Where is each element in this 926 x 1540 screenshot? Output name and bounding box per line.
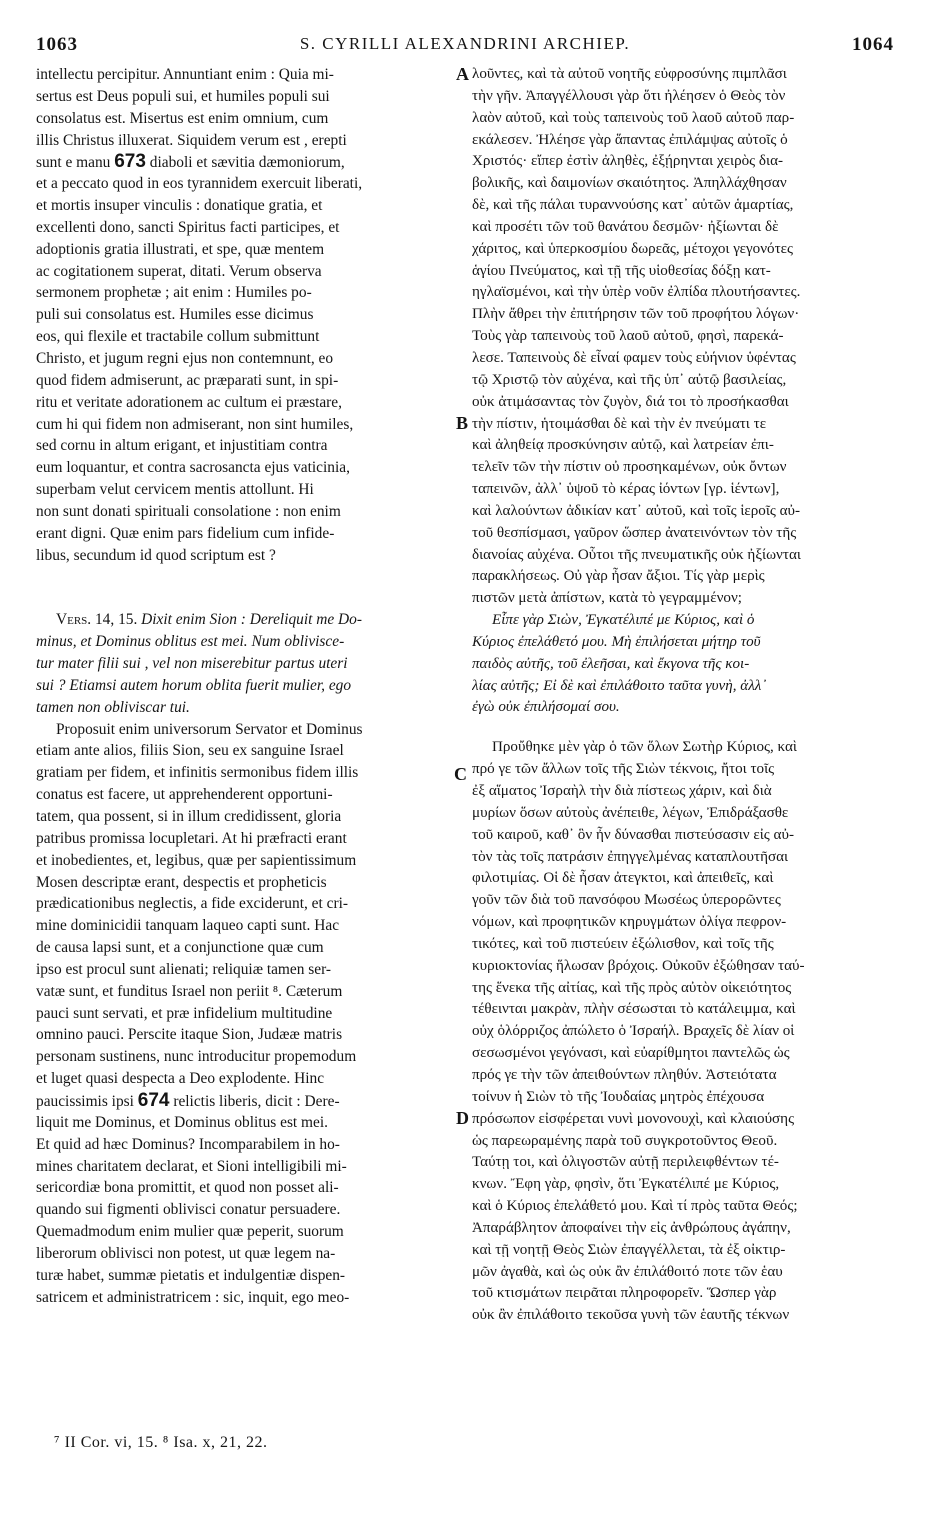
text-line: Κύριος ἐπελάθετό μου. Μὴ ἐπιλήσεται μήτηρ τοῦ [472,633,761,650]
text-line [36,1090,450,1112]
text-line: tur mater filii sui , vel non miserebitur partus uteri [36,655,348,673]
text-line: Ἀπαράβλητον ἀποφαίνει τὴν εἰς ἀνθρώπους ἀγάπην, [472,1219,791,1236]
text-line: μυρίων ὅσων αὐτοὺς ἀνέπειθε, λέγων, Ἐπιδράξασθε [472,804,789,821]
text-line: καὶ τῇ νοητῇ Θεὸς Σιὼν ἐπαγγέλλεται, τὰ ἐξ οἰκτιρ- [472,1241,786,1258]
column-number-673: 673 [114,151,146,173]
text-line: patribus promissa locupletari. At hi præfracti erant [36,829,347,847]
text-line [36,609,450,631]
text-line: τὴν γῆν. Ἀπαγγέλλουσι γὰρ ὅτι ἠλέησεν ὁ Θεὸς τὸν [472,87,786,104]
page-number-right: 1064 [852,34,894,55]
text-segment: relictis liberis, dicit : Dere- [173,1092,340,1110]
text-line: sertus est Deus populi sui, et humiles populi sui [36,87,330,105]
greek-column [472,64,896,1327]
text-line: εκάλεσεν. Ἠλέησε γὰρ ἅπαντας ἐπιλάμψας αὐτοῖς ὁ [472,131,788,148]
text-line: turæ habet, summæ pietatis et indulgentiæ dispen- [36,1266,346,1284]
text-line: τοῦ κτισμάτων πειρᾶται πληροφορεῖν. Ὥσπερ γὰρ [472,1285,777,1302]
text-line: λαὸν αὐτοῦ, καὶ τοὺς ταπεινοὺς τοῦ λαοῦ αὐτοῦ παρ- [472,109,795,126]
text-line: sericordiæ bona promittit, et quod non posset ali- [36,1179,339,1197]
text-line: pauci sunt servati, et præ infidelium multitudine [36,1004,333,1022]
text-line: Christo, et jugum regni ejus non contemnunt, eo [36,349,334,367]
text-line: ὡς παρεωραμένης παρὰ τοῦ συγκροτοῦντος Θεοῦ. [472,1132,778,1149]
text-line: quod fidem admiserunt, ac præparati sunt, in spi- [36,371,339,389]
text-line: νόμων, καὶ προφητικῶν κηρυγμάτων ὀλίγα πεφρον- [472,914,787,931]
text-line: gratiam per fidem, et infinitis sermonibus fidem illis [36,764,359,782]
text-line: excellenti dono, sancti Spiritus facti participes, et [36,218,340,236]
text-line: κνων. Ἔφη γὰρ, φησὶν, ὅτι Ἐγκατέλιπέ με Κύριος, [472,1176,780,1193]
text-line: ἁγίου Πνεύματος, καὶ τῇ τῆς υἱοθεσίας δόξῃ κατ- [472,262,771,279]
text-line: Προὔθηκε μὲν γὰρ ὁ τῶν ὅλων Σωτὴρ Κύριος, καὶ [492,739,797,756]
margin-marker-d: D [456,1108,469,1128]
text-line: χάριτος, καὶ ὑπερκοσμίου δωρεᾶς, μέτοχοι γεγονότες [472,240,793,257]
text-line: Χριστός· εἴπερ ἐστὶν ἀληθὲς, ἐξῄρηνται χειρὸς δια- [472,153,784,170]
text-line: τῷ Χριστῷ τὸν αὐχένα, καὶ τῆς ὑπ᾽ αὐτῷ βασιλείας, [472,371,787,388]
text-segment: sunt e manu [36,154,115,172]
text-line: διανοίας αὐχένα. Οὗτοι τῆς πνευματικῆς οὐκ ἠξίωνται [472,546,801,563]
text-line: Et quid ad hæc Dominus? Incomparabilem in ho- [36,1135,340,1153]
text-line: de causa lapsi sunt, et a conjunctione quæ cum [36,939,324,957]
text-line: λοῦντες, καὶ τὰ αὐτοῦ νοητῆς εὐφροσύνης πιμπλᾶσι [472,66,787,82]
text-line: intellectu percipitur. Annuntiant enim : Quia mi- [36,66,334,83]
text-line: Εἶπε γὰρ Σιὼν, Ἐγκατέλιπέ με Κύριος, καὶ ὁ [492,612,755,629]
latin-paragraph-1 [36,64,450,566]
text-line: λεσε. Ταπεινοὺς δὲ εἶναί φαμεν τοὺς εὐήνιον ὑφέντας [472,349,796,366]
text-line: personam sustinens, nunc introducitur propemodum [36,1048,357,1066]
latin-column [36,64,450,1308]
page-number-left: 1063 [36,34,78,55]
text-line: ἐξ αἵματος Ἰσραὴλ τὴν διὰ πίστεως χάριν, καὶ διὰ [472,783,772,799]
latin-verse [36,609,450,718]
text-line: ηγλαϊσμένοι, καὶ τὴν ὑπὲρ νοῦν ἐλπίδα πλουτήσαντες. [472,284,801,301]
margin-marker-a: A [456,64,469,84]
text-line: πρός γε τὴν τῶν ἀπειθούντων πληθύν. Ἀστειότατα [472,1066,777,1083]
text-line: τοῦ θεσπίσμασι, γαῦρον ὥσπερ ἀνατεινόντων τὸν τῆς [472,524,797,541]
text-line: Τοὺς γὰρ ταπεινοὺς τοῦ λαοῦ αὐτοῦ, φησὶ, παρεκά- [472,328,784,345]
text-line: tamen non obliviscar tui. [36,698,190,716]
margin-marker-c: C [454,764,467,784]
text-line: tatem, qua possent, si in illum credidissent, gloria [36,808,342,825]
text-line: vatæ sunt, et funditus Israel non periit ⁸. Cæterum [36,982,343,1000]
text-line: καὶ ὁ Κύριος ἐπελάθετό μου. Καὶ τί πρὸς ταῦτα Θεός; [472,1198,798,1215]
column-number-674: 674 [137,1089,170,1111]
greek-paragraph-1 [472,64,896,610]
text-line: eos, qui flexile et tractabile collum submittunt [36,328,320,346]
text-line: mines charitatem declarat, et Sioni intelligibili mi- [36,1157,347,1175]
verse-label: Vers. 14, 15. [56,611,138,629]
footnotes: ⁷ II Cor. vi, 15. ⁸ Isa. x, 21, 22. [54,1434,268,1451]
text-line: καὶ λαλούντων ἀδικίαν κατ᾽ αὐτοῦ, καὶ τοῖς ἱεροῖς αὐ- [472,502,801,519]
text-line: οὐκ ἂν ἐπιλάθοιτο τεκοῦσα γυνὴ τῶν ἑαυτῆς τέκνων [472,1307,790,1324]
running-title: S. CYRILLI ALEXANDRINI ARCHIEP. [299,34,631,53]
text-line: Ταύτῃ τοι, καὶ ὀλιγοστῶν αὐτῇ περιλειφθέντων τέ- [472,1154,779,1171]
text-line: Πλὴν ἄθρει τὴν ἐπιτήρησιν τῶν τοῦ προφήτου λόγων· [472,306,800,323]
text-line: cum hi qui fidem non admiserant, non sint humiles, [36,415,354,433]
text-line: conatus est facere, ut apprehenderent opportuni- [36,786,333,804]
text-line: οὐκ ἀτιμάσαντας τὸν ζυγὸν, διά τοι τὸ προσήκασθαι [472,393,789,410]
text-line: adoptionis gratia illustrati, et spe, quæ mentem [36,240,325,258]
text-line [36,151,450,173]
text-line: omnino pauci. Perscite itaque Sion, Judææ matris [36,1026,343,1044]
text-line: eum loquantur, et contra sacrosancta ejus vaticinia, [36,459,350,477]
text-line: παρακλήσεως. Οὐ γὰρ ἦσαν ἄξιοι. Τίς γὰρ μερὶς [472,568,765,585]
text-line: libus, secundum id quod scriptum est ? [36,546,276,564]
text-line: οὐχ ὁλόρριζος ἀπώλετο ὁ Ἰσραήλ. Βραχεῖς δὲ λίαν οἱ [472,1023,795,1040]
text-line: σεσωσμένοι γεγόνασι, καὶ εὐαρίθμητοι παντελῶς ὡς [472,1045,790,1062]
text-line: etiam ante alios, filiis Sion, seu ex sanguine Israel [36,742,344,760]
text-line: sui ? Etiamsi autem horum oblita fuerit mulier, ego [36,676,352,694]
text-line: et a peccato quod in eos tyrannidem exercuit liberati, [36,175,363,193]
greek-verse [472,610,896,719]
text-line: τικότες, καὶ τοῦ πιστεύειν ἐξώλισθον, καὶ τοῖς τῆς [472,935,774,952]
latin-paragraph-2 [36,719,450,1309]
text-line: μῶν ἀγαθὰ, καὶ ὡς οὐκ ἂν ἐπιλάθοιτό ποτε τῶν ἑαυ [472,1263,783,1280]
greek-paragraph-2 [472,737,896,1327]
text-line: κυριοκτονίας ἥλωσαν βρόχοις. Οὐκοῦν ἐξώθησαν ταύ- [472,957,805,974]
text-line: πιστῶν μετὰ ἀπίστων, κατὰ τὸ γεγραμμένον; [472,590,742,607]
margin-marker-b: B [456,413,469,433]
text-line: satricem et administratricem : sic, inquit, ego meo- [36,1288,350,1306]
text-line: non sunt donati spirituali consolatione : non enim [36,502,341,520]
text-line: prædicationibus neglectis, a fide exciderunt, et cri- [36,895,348,913]
text-line: ἐγὼ οὐκ ἐπιλήσομαί σου. [472,699,620,716]
text-line: καὶ προσέτι τῶν τοῦ θανάτου δεσμῶν· ἠξίωνται δὲ [472,218,779,235]
text-line: δὲ, καὶ τῆς πάλαι τυραννούσης κατ᾽ αὐτῶν ἁμαρτίας, [472,197,794,214]
text-line: ritu et veritate adorationem ac cultum ei præstare, [36,393,342,411]
text-line: παιδὸς αὐτῆς, τοῦ ἐλεῆσαι, καὶ ἔκγονα τῆς κοι- [472,655,750,672]
text-line: τοῦ καιροῦ, καθ᾽ ὃν ἦν δύνασθαι πιστεύσασιν εἰς αὐ- [472,826,794,843]
text-line: ταπεινῶν, ἀλλ᾽ ὑψοῦ τὸ κέρας ἰόντων [γρ. ἱέντων], [472,481,780,498]
text-line: τὴν πίστιν, ἡτοιμάσθαι δὲ καὶ τὴν ἐν πνεύματι τε [472,415,767,432]
text-line: liberorum oblivisci non potest, ut quæ legem na- [36,1244,336,1262]
text-line: Proposuit enim universorum Servator et Dominus [56,720,363,738]
text-line: ac cogitationem superat, ditati. Verum observa [36,262,322,280]
text-line: illis Christus illuxerat. Siquidem verum est , erepti [36,131,347,149]
text-line: superbam velut cervicem mentis attollunt. Hi [36,481,314,499]
text-line: et mortis insuper vinculis : donatique gratia, et [36,197,323,215]
text-line: της ἕνεκα τῆς αἰτίας, καὶ τῆς πρὸς αὐτὸν οἰκειότητος [472,979,792,996]
text-line: Mosen descriptæ erant, despectis et propheticis [36,873,327,891]
text-line: et luget quasi despecta a Deo explodente. Hinc [36,1070,325,1088]
text-line: et inobedientes, et, legibus, quæ per sapientissimum [36,851,357,869]
text-line: sed cornu in altum erigant, et injustitiam contra [36,437,328,455]
text-line: καὶ ἀληθείᾳ προσκύνησιν αὐτῷ, καὶ λατρείαν ἐπι- [472,437,774,454]
text-line: βολικῆς, καὶ δαιμονίων σκαιότητος. Ἀπηλλάχθησαν [472,175,787,192]
text-line: Quemadmodum enim mulier quæ peperit, suorum [36,1223,344,1241]
text-line: puli sui consolatus est. Humiles esse dicimus [36,306,314,324]
text-line: liquit me Dominus, et Dominus oblitus est mei. [36,1113,328,1131]
text-line: sermonem prophetæ ; ait enim : Humiles po- [36,284,312,302]
text-line: τέθεινται μακρὰν, πλὴν σέσωσται τὸ κατάλειμμα, καὶ [472,1001,796,1018]
page-header [36,34,894,60]
text-line: τοίνυν ἡ Σιὼν τὸ τῆς Ἰουδαίας μητρὸς ἐπέχουσα [472,1088,765,1105]
text-line: πρόσωπον εἰσφέρεται νυνὶ μονονουχὶ, καὶ κλαιούσης [472,1110,795,1127]
text-line: erant digni. Quæ enim pars fidelium cum infide- [36,524,335,542]
text-line: quando sui figmenti oblivisci conatur persuadere. [36,1201,341,1219]
text-line: consolatus est. Misertus est enim omnium, cum [36,109,329,127]
text-line: ipso est procul sunt alienati; reliquiæ tamen ser- [36,960,332,978]
text-line: τελεῖν τῶν τὴν πίστιν οὐ προσηκαμένων, οὐκ ὄντων [472,459,787,476]
text-line: πρό γε τῶν ἄλλων τοῖς τῆς Σιὼν τέκνοις, ἤτοι τοῖς [472,761,775,778]
text-line: φιλοτιμίας. Οἱ δὲ ἦσαν ἀτεγκτοι, καὶ ἀπειθεῖς, καὶ [472,870,774,887]
text-segment: diaboli et sævitia dæmoniorum, [149,154,345,172]
text-line: mine dominicidii tanquam laqueo capti sunt. Hac [36,917,340,935]
text-line: minus, et Dominus oblitus est mei. Num oblivisce- [36,633,345,651]
text-line: τὸν τὰς τοῖς πατράσιν ἐπηγγελμένας καταπλουτῆσαι [472,848,789,865]
text-segment: Dixit enim Sion : Dereliquit me Do- [137,611,362,629]
text-line: λίας αὐτῆς; Εἰ δὲ καὶ ἐπιλάθοιτο ταῦτα γυνὴ, ἀλλ᾽ [472,677,767,694]
text-segment: paucissimis ipsi [36,1092,138,1110]
text-line: γοῦν τῶν διὰ τοῦ πανσόφου Μωσέως ὑπερορῶντες [472,892,781,909]
